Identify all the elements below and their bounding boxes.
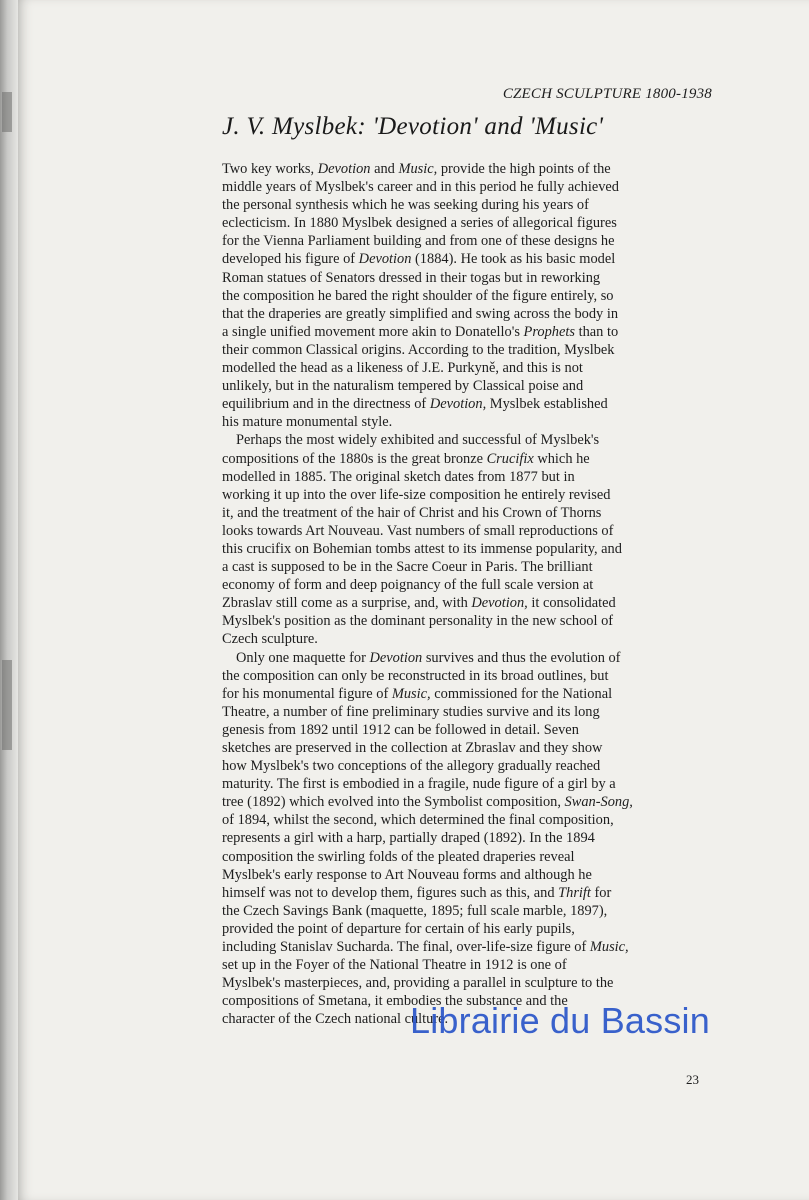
italic-title: Music, [398,161,438,177]
text-run: the personal synthesis which he was seeking during his years of [222,197,589,214]
text-line [222,504,694,522]
page-number: 23 [686,1072,699,1087]
text-run: Only one maquette for [236,649,370,666]
running-head: CZECH SCULPTURE 1800-1938 [502,86,712,102]
text-line [222,793,694,811]
text-run: the Czech Savings Bank (maquette, 1895; full scale marble, 1897), [222,902,608,919]
text-line [222,323,694,341]
text-run: commissioned for the National [430,685,613,702]
text-line [222,775,694,793]
text-line [222,160,694,178]
text-run: (1884). He took as his basic model [411,251,616,268]
italic-title: Devotion, [429,396,487,413]
text-run: set up in the Foyer of the National Theatre in 1912 is one of [222,957,567,974]
text-run: Two key works, [222,161,318,177]
text-run: a cast is supposed to be in the Sacre Coeur in Paris. The brilliant [222,559,593,576]
text-line [222,594,694,612]
text-line [222,703,694,721]
text-run: a single unified movement more akin to Donatello's [222,323,524,340]
text-run: developed his figure of [222,251,359,268]
text-line [222,540,694,558]
text-run: eclecticism. In 1880 Myslbek designed a series of allegorical figures [222,215,617,232]
text-line [222,486,694,504]
text-line [222,178,694,196]
text-line [222,341,694,359]
text-run: Czech sculpture. [222,631,318,648]
text-line [222,576,694,594]
italic-title: Swan-Song, [564,794,633,811]
text-line [222,920,694,938]
text-run: modelled in 1885. The original sketch dates from 1877 but in [222,468,575,485]
text-run: equilibrium and in the directness of [222,396,430,413]
text-run: himself was not to develop them, figures such as this, and [222,884,559,901]
text-run: the composition he bared the right shoulder of the figure entirely, so [222,287,614,304]
text-line [222,269,694,287]
italic-title: Devotion [369,649,423,666]
text-run: which he [533,450,590,467]
text-line [222,395,694,413]
text-run: working it up into the over life-size composition he entirely revised [222,486,611,503]
text-run: how Myslbek's two conceptions of the allegory gradually reached [222,758,601,775]
italic-title: Crucifix [486,450,534,467]
text-line [222,938,694,956]
text-line [222,450,694,468]
text-line [222,214,694,232]
text-run: Myslbek's position as the dominant personality in the new school of [222,613,614,630]
text-run: Roman statues of Senators dressed in their togas but in reworking [222,269,601,286]
text-run: that the draperies are greatly simplified and swing across the body in [222,305,619,322]
text-line [222,649,694,667]
text-line [222,359,694,377]
book-binding-edge [0,0,18,1200]
text-run: compositions of Smetana, it embodies the substance and the [222,993,568,1010]
binding-shadow [2,92,12,132]
text-line [222,612,694,630]
text-line [222,974,694,992]
italic-title: Prophets [523,323,575,340]
text-line [222,811,694,829]
text-run: provided the point of departure for certain of his early pupils, [222,920,575,937]
text-run: for [590,884,612,901]
text-line [222,522,694,540]
watermark: Librairie du Bassin [410,1000,710,1041]
text-run: Perhaps the most widely exhibited and successful of Myslbek's [236,432,600,449]
text-run: Myslbek's early response to Art Nouveau forms and although he [222,866,592,883]
binding-shadow [2,660,12,750]
text-run: composition the swirling folds of the pleated draperies reveal [222,848,575,865]
text-run: for his monumental figure of [222,685,392,702]
text-line [222,196,694,214]
text-run: unlikely, but in the naturalism tempered by Classical poise and [222,378,584,395]
text-run: survives and thus the evolution of [422,649,621,666]
text-run: than to [574,323,619,340]
text-run: Myslbek's masterpieces, and, providing a parallel in sculpture to the [222,975,614,992]
text-run: modelled the head as a likeness of J.E. Purkyně, and this is not [222,360,583,377]
text-line [222,558,694,576]
text-run: for the Vienna Parliament building and from one of these designs he [222,233,615,250]
italic-title: Devotion [317,161,371,177]
text-run: tree (1892) which evolved into the Symbolist composition, [222,794,565,811]
text-line [222,468,694,486]
text-run: their common Classical origins. According to the tradition, Myslbek [222,341,615,358]
text-run: his mature monumental style. [222,414,393,431]
text-line [222,413,694,431]
text-run: of 1894, whilst the second, which determined the final composition, [222,812,614,829]
italic-title: Devotion [358,251,412,268]
text-run: looks towards Art Nouveau. Vast numbers of small reproductions of [222,522,614,539]
text-line [222,739,694,757]
text-line [222,757,694,775]
text-line [222,232,694,250]
text-line [222,431,694,449]
text-run: Zbraslav still come as a surprise, and, with [222,595,472,612]
text-line [222,721,694,739]
text-line [222,287,694,305]
text-run: Theatre, a number of fine preliminary studies survive and its long [222,703,600,720]
text-run: middle years of Myslbek's career and in this period he fully achieved [222,179,620,196]
text-line [222,884,694,902]
text-run: sketches are preserved in the collection at Zbraslav and they show [222,740,603,756]
italic-title: Thrift [558,884,591,901]
text-line [222,377,694,395]
body-text [222,160,694,1029]
text-line [222,305,694,323]
italic-title: Music, [391,685,431,702]
text-run: economy of form and deep poignancy of the full scale version at [222,577,594,594]
text-run: this crucifix on Bohemian tombs attest to its immense popularity, and [222,540,622,557]
text-run: character of the Czech national culture. [222,1011,449,1028]
text-run: it, and the treatment of the hair of Christ and his Crown of Thorns [222,504,602,521]
text-run: represents a girl with a harp, partially draped (1892). In the 1894 [222,830,595,847]
text-run: compositions of the 1880s is the great bronze [222,450,487,467]
text-line [222,848,694,866]
text-run: and [370,161,399,177]
text-run: it consolidated [527,595,616,612]
italic-title: Music, [589,939,629,956]
italic-title: Devotion, [471,595,528,612]
text-line [222,956,694,974]
text-run: including Stanislav Sucharda. The final, over-life-size figure of [222,939,590,956]
text-run: provide the high points of the [437,161,611,177]
text-line [222,866,694,884]
text-run: Myslbek established [486,396,608,413]
chapter-title: J. V. Myslbek: 'Devotion' and 'Music' [222,113,604,140]
text-line [222,250,694,268]
text-run: the composition can only be reconstructed in its broad outlines, but [222,667,609,684]
text-line [222,685,694,703]
text-line [222,630,694,648]
text-line [222,829,694,847]
text-run: maturity. The first is embodied in a fragile, nude figure of a girl by a [222,776,616,793]
text-line [222,902,694,920]
text-run: genesis from 1892 until 1912 can be followed in detail. Seven [222,721,579,738]
text-line [222,667,694,685]
